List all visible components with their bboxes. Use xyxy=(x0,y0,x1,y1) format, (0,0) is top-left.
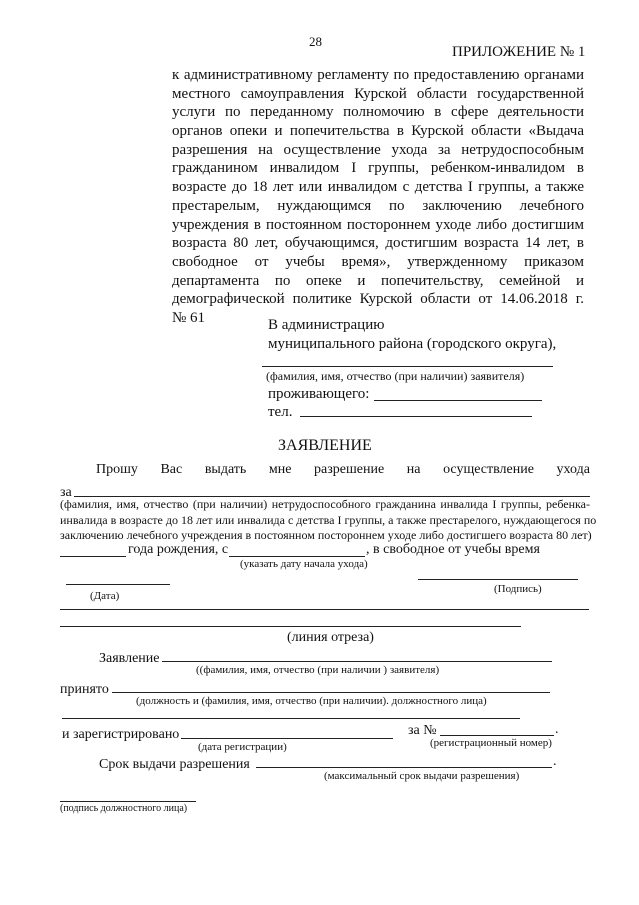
appendix-title: ПРИЛОЖЕНИЕ № 1 xyxy=(452,44,586,60)
official-signature-caption: (подпись должностного лица) xyxy=(60,803,188,814)
term-period: . xyxy=(553,754,557,769)
request-word: осуществление xyxy=(443,462,534,477)
appendix-description-line: учреждения в постоянном постороннем уходе либо достигшим xyxy=(172,216,584,233)
number-period: . xyxy=(555,722,559,737)
page-number: 28 xyxy=(309,34,322,49)
start-date-line[interactable] xyxy=(229,556,365,557)
number-label: за № xyxy=(408,723,437,738)
phone-line[interactable] xyxy=(300,416,532,417)
request-word: Прошу xyxy=(96,462,138,477)
registration-date-caption: (дата регистрации) xyxy=(198,741,287,753)
applicant-name-caption: (фамилия, имя, отчество (при наличии) заявителя) xyxy=(266,369,525,383)
appendix-description-line: разрешения на осуществление ухода за нетрудоспособным xyxy=(172,141,584,158)
separator-line-1 xyxy=(60,609,589,610)
request-word: Вас xyxy=(160,462,183,477)
official-signature-line[interactable] xyxy=(60,801,196,802)
registration-date-line[interactable] xyxy=(181,738,393,739)
request-word: мне xyxy=(268,462,292,477)
appendix-description-line: органов опеки и попечительства в Курской области «Выдача xyxy=(172,123,584,140)
request-word: разрешение xyxy=(314,462,385,477)
term-line[interactable] xyxy=(256,767,552,768)
start-date-caption: (указать дату начала ухода) xyxy=(240,558,368,570)
appendix-description-line: местного самоуправления Курской области государственной xyxy=(172,85,584,102)
applicant-name-line[interactable] xyxy=(262,366,553,367)
addressee-line-1: В администрацию xyxy=(268,317,385,333)
request-word: выдать xyxy=(204,462,247,477)
care-description-1: (фамилия, имя, отчество (при наличии) нетрудоспособного гражданина инвалида I группы, ребенка- xyxy=(60,497,590,511)
term-label: Срок выдачи разрешения xyxy=(99,757,250,772)
birth-year-label: года рождения, с xyxy=(128,542,229,557)
residing-address-line[interactable] xyxy=(374,400,542,401)
official-caption: (должность и (фамилия, имя, отчество (при наличии). должностного лица) xyxy=(136,695,487,707)
care-description-3: заключению лечебного учреждения в постоянном постороннем уходе либо достигшего возраста 80 лет) xyxy=(60,528,592,542)
addressee-line-2: муниципального района (городского округа), xyxy=(268,336,557,352)
request-sentence xyxy=(96,462,590,478)
request-word: на xyxy=(406,462,421,477)
appendix-description-line: к административному регламенту по предоставлению органами xyxy=(172,67,584,83)
registration-number-line[interactable] xyxy=(440,735,554,736)
appendix-description-line: свободное от учебы время», утвержденному приказом xyxy=(172,253,584,270)
separator-line-2 xyxy=(60,626,521,627)
cut-line-caption: (линия отреза) xyxy=(287,630,374,645)
term-caption: (максимальный срок выдачи разрешения) xyxy=(324,770,520,782)
appendix-description-line: № 61 xyxy=(172,309,206,326)
appendix-description-line: гражданином инвалидом I группы, ребенком-инвалидом в xyxy=(172,160,584,177)
date-line[interactable] xyxy=(66,584,170,585)
care-prefix: за xyxy=(60,485,72,500)
appendix-description xyxy=(172,66,584,328)
date-caption: (Дата) xyxy=(90,590,120,602)
appendix-description-line: демографической политике Курской области от 14.06.2018 г. xyxy=(172,291,584,308)
applicant-caption: ((фамилия, имя, отчество (при наличии ) заявителя) xyxy=(196,664,440,676)
care-description-2: инвалида в возрасте до 18 лет или инвалида с детства I группы, а также престарелого, нуждающегося по xyxy=(60,513,597,527)
receipt-applicant-line[interactable] xyxy=(162,661,552,662)
official-line[interactable] xyxy=(112,692,550,693)
official-line-extra[interactable] xyxy=(62,718,520,719)
request-word: ухода xyxy=(556,462,590,477)
registered-label: и зарегистрировано xyxy=(62,727,180,742)
statement-label: Заявление xyxy=(99,651,160,666)
appendix-description-line: услуги по переданному полномочию в сфере деятельности xyxy=(172,104,584,121)
registration-number-caption: (регистрационный номер) xyxy=(430,737,552,749)
appendix-description-line: возраста 80 лет, обучающимся, достигшим возраста 14 лет, в xyxy=(172,235,584,252)
signature-line[interactable] xyxy=(418,579,578,580)
phone-label: тел. xyxy=(268,404,293,420)
signature-caption: (Подпись) xyxy=(494,583,542,595)
appendix-description-line: престарелым, нуждающимся по заключению лечебного xyxy=(172,197,584,214)
residing-label: проживающего: xyxy=(268,386,370,402)
accepted-label: принято xyxy=(60,682,109,697)
birth-year-line[interactable] xyxy=(60,556,126,557)
free-time-label: , в свободное от учебы время xyxy=(366,542,540,557)
statement-title: ЗАЯВЛЕНИЕ xyxy=(278,437,372,454)
appendix-description-line: департамента по опеке и попечительству, семейной и xyxy=(172,272,584,289)
appendix-description-line: возрасте до 18 лет или инвалидом с детства I группы, а также xyxy=(172,179,584,196)
